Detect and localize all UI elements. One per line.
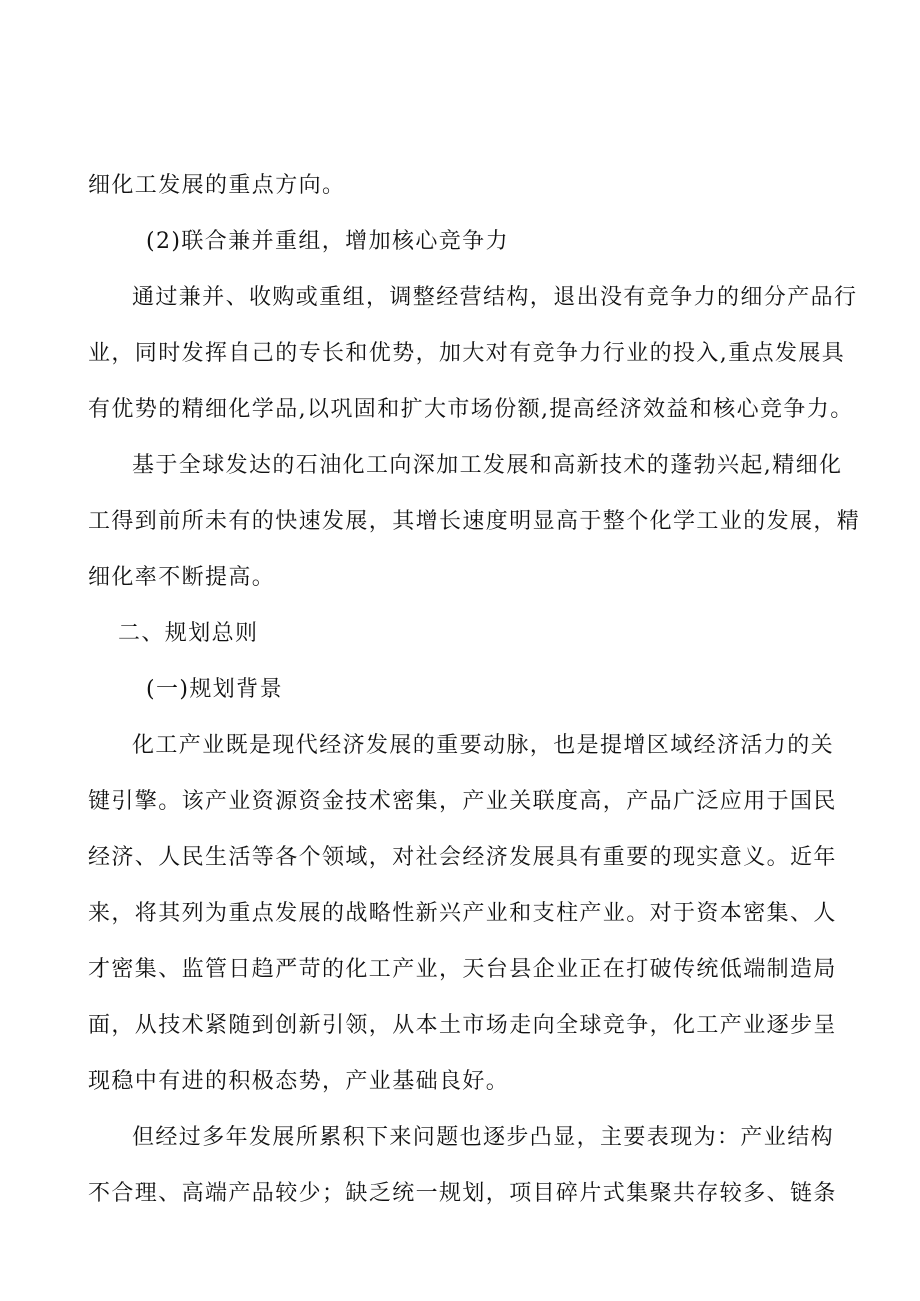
paragraph-line: 才密集、监管日趋严苛的化工产业，天台县企业正在打破传统低端制造局: [88, 957, 837, 982]
paragraph-line: 基于全球发达的石油化工向深加工发展和高新技术的蓬勃兴起,精细化: [132, 453, 843, 478]
paragraph-line: 化工产业既是现代经济发展的重要动脉，也是提增区域经济活力的关: [132, 733, 835, 758]
paragraph-line: 细化率不断提高。: [88, 565, 276, 590]
section-heading: 二、规划总则: [118, 621, 259, 646]
paragraph-line: 不合理、高端产品较少；缺乏统一规划，项目碎片式集聚共存较多、链条: [88, 1181, 837, 1206]
paragraph-line: 工得到前所未有的快速发展，其增长速度明显高于整个化学工业的发展，精: [88, 509, 861, 534]
subsection-heading: (2)联合兼并重组，增加核心竞争力: [146, 229, 509, 254]
paragraph-line: 细化工发展的重点方向。: [88, 173, 346, 198]
paragraph-line: 面，从技术紧随到创新引领，从本土市场走向全球竞争，化工产业逐步呈: [88, 1013, 837, 1038]
paragraph-line: 来，将其列为重点发展的战略性新兴产业和支柱产业。对于资本密集、人: [88, 901, 837, 926]
paragraph-line: 有优势的精细化学品,以巩固和扩大市场份额,提高经济效益和核心竞争力。: [88, 397, 854, 422]
paragraph-line: 通过兼并、收购或重组，调整经营结构，退出没有竞争力的细分产品行: [132, 285, 858, 310]
paragraph-line: 经济、人民生活等各个领域，对社会经济发展具有重要的现实意义。近年: [88, 845, 837, 870]
subsection-heading: (一)规划背景: [146, 677, 283, 702]
paragraph-line: 业，同时发挥自己的专长和优势，加大对有竞争力行业的投入,重点发展具: [88, 341, 846, 366]
paragraph-line: 键引擎。该产业资源资金技术密集，产业关联度高，产品广泛应用于国民: [88, 789, 837, 814]
paragraph-line: 现稳中有进的积极态势，产业基础良好。: [88, 1069, 510, 1094]
paragraph-line: 但经过多年发展所累积下来问题也逐步凸显，主要表现为：产业结构: [132, 1125, 835, 1150]
